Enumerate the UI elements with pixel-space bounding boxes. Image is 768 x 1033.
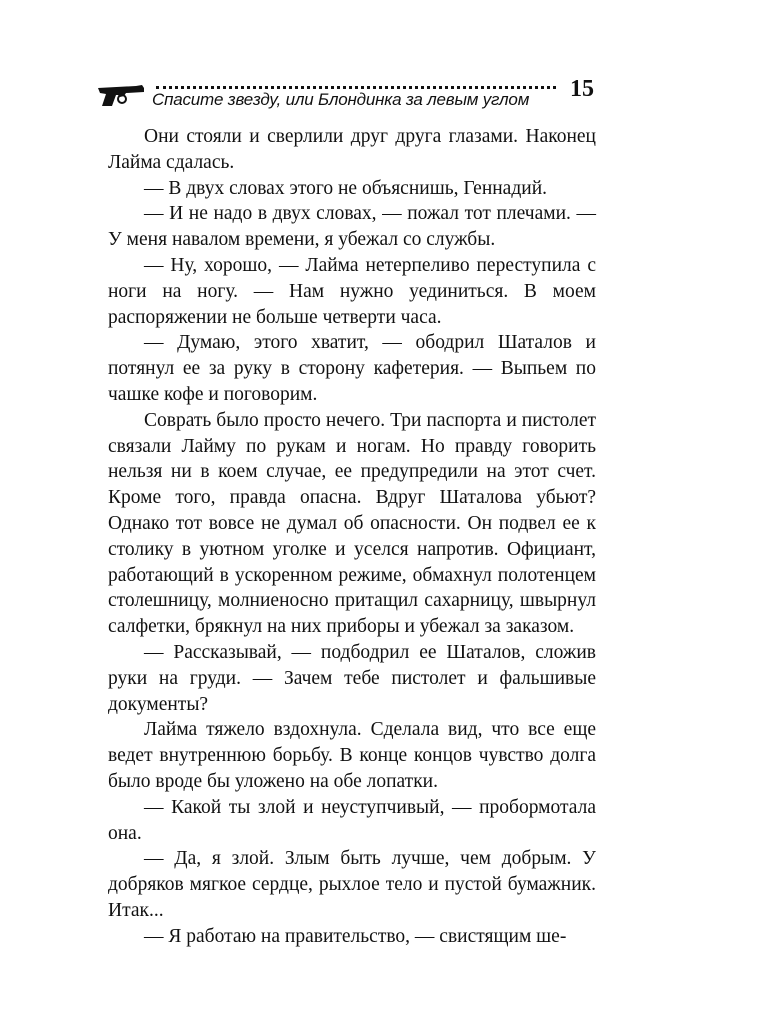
- paragraph: — Думаю, этого хватит, — ободрил Шаталов и потянул ее за руку в сторону кафетерия. — Выпьем по чашке кофе и поговорим.: [108, 332, 596, 405]
- paragraph: — Да, я злой. Злым быть лучше, чем добрым. У добряков мягкое сердце, рыхлое тело и пустой бумажник. Итак...: [108, 848, 596, 921]
- paragraph: — Я работаю на правительство, — свистящим ше-: [144, 925, 567, 947]
- paragraph: — В двух словах этого не объяснишь, Геннадий.: [144, 177, 548, 199]
- page-number: 15: [570, 76, 594, 102]
- page-header: [96, 72, 606, 120]
- header-dotted-rule: [156, 86, 556, 89]
- paragraph: — И не надо в двух словах, — пожал тот плечами. — У меня навалом времени, я убежал со службы.: [108, 203, 596, 251]
- paragraph: — Какой ты злой и неуступчивый, — пробормотала она.: [108, 796, 596, 844]
- paragraph: Соврать было просто нечего. Три паспорта и пистолет связали Лайму по рукам и ногам. Но правду говорить нельзя ни в коем случае, ее предупредили на этот счет. Кроме того, правда опасна. Вдруг Шаталова убьют? Однако тот вовсе не думал об опасности. Он подвел ее к столику в уютном уголке и уселся напротив. Официант, работающий в ускоренном режиме, обмахнул полотенцем столешницу, молниеносно притащил сахарницу, швырнул салфетки, брякнул на них приборы и убежал за заказом.: [108, 409, 596, 638]
- paragraph: Они стояли и сверлили друг друга глазами. Наконец Лайма сдалась.: [108, 126, 596, 173]
- running-title: Спасите звезду, или Блондинка за левым углом: [152, 90, 530, 109]
- paragraph: — Рассказывай, — подбодрил ее Шаталов, сложив руки на груди. — Зачем тебе пистолет и фальшивые документы?: [108, 641, 596, 715]
- paragraph: Лайма тяжело вздохнула. Сделала вид, что все еще ведет внутреннюю борьбу. В конце концов чувство долга было вроде бы уложено на обе лопатки.: [108, 719, 596, 792]
- text-body: [108, 124, 596, 950]
- revolver-icon: [96, 82, 148, 112]
- paragraph: — Ну, хорошо, — Лайма нетерпеливо переступила с ноги на ногу. — Нам нужно уединиться. В моем распоряжении не больше четверти часа.: [108, 254, 596, 328]
